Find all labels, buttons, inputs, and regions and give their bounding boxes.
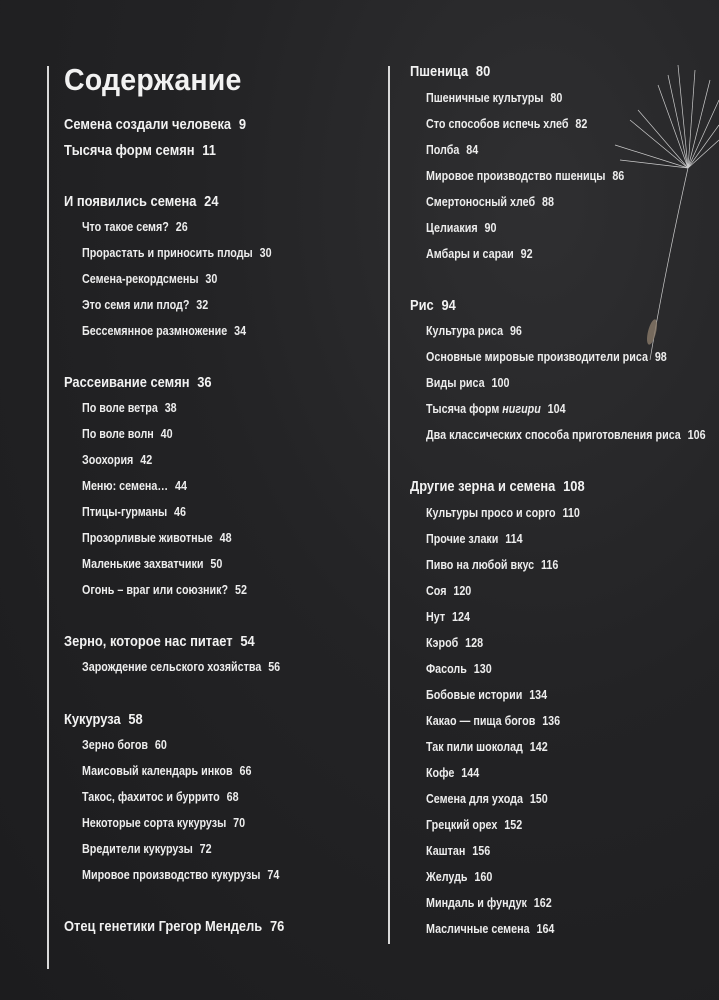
toc-subentry[interactable]: Каштан 156 (426, 844, 491, 858)
toc-subentry[interactable]: Такос, фахитос и буррито 68 (82, 790, 239, 804)
toc-subentry[interactable]: Некоторые сорта кукурузы 70 (82, 816, 246, 830)
toc-subentry[interactable]: Основные мировые производители риса 98 (426, 350, 667, 364)
toc-subentry[interactable]: Культура риса 96 (426, 324, 522, 338)
page-title: Содержание (64, 62, 242, 97)
toc-entry[interactable]: Рассеивание семян 36 (64, 374, 212, 391)
toc-subentry[interactable]: Зарождение сельского хозяйства 56 (82, 660, 281, 674)
toc-entry[interactable]: Кукуруза 58 (64, 711, 143, 728)
toc-entry[interactable]: И появились семена 24 (64, 193, 219, 210)
toc-subentry[interactable]: Семена для ухода 150 (426, 792, 548, 806)
toc-subentry[interactable]: Прозорливые животные 48 (82, 531, 232, 545)
toc-subentry[interactable]: Семена-рекордсмены 30 (82, 272, 218, 286)
toc-subentry[interactable]: Нут 124 (426, 610, 470, 624)
toc-subentry[interactable]: Бобовые истории 134 (426, 688, 548, 702)
toc-subentry[interactable]: Так пили шоколад 142 (426, 740, 548, 754)
toc-subentry[interactable]: Маисовый календарь инков 66 (82, 764, 252, 778)
center-divider (388, 66, 390, 944)
toc-subentry[interactable]: Миндаль и фундук 162 (426, 896, 552, 910)
toc-subentry[interactable]: Смертоносный хлеб 88 (426, 195, 554, 209)
toc-subentry[interactable]: Пиво на любой вкус 116 (426, 558, 559, 572)
toc-subentry[interactable]: Полба 84 (426, 143, 479, 157)
toc-subentry[interactable]: Зерно богов 60 (82, 738, 167, 752)
toc-subentry[interactable]: Меню: семена… 44 (82, 479, 187, 493)
toc-subentry[interactable]: Огонь – враг или союзник? 52 (82, 583, 247, 597)
toc-subentry[interactable]: Прочие злаки 114 (426, 532, 523, 546)
toc-subentry[interactable]: Виды риса 100 (426, 376, 510, 390)
toc-subentry[interactable]: Бессемянное размножение 34 (82, 324, 247, 338)
left-divider (47, 66, 49, 969)
toc-entry[interactable]: Тысяча форм семян 11 (64, 142, 216, 159)
toc-entry[interactable]: Пшеница 80 (410, 63, 491, 80)
toc-subentry[interactable]: Фасоль 130 (426, 662, 492, 676)
toc-entry[interactable]: Семена создали человека 9 (64, 116, 247, 133)
toc-subentry[interactable]: Прорастать и приносить плоды 30 (82, 246, 272, 260)
toc-subentry[interactable]: Зоохория 42 (82, 453, 153, 467)
toc-subentry[interactable]: По воле волн 40 (82, 427, 173, 441)
toc-subentry[interactable]: Вредители кукурузы 72 (82, 842, 212, 856)
toc-subentry[interactable]: Амбары и сараи 92 (426, 247, 533, 261)
toc-subentry[interactable]: По воле ветра 38 (82, 401, 177, 415)
toc-subentry[interactable]: Что такое семя? 26 (82, 220, 188, 234)
toc-entry[interactable]: Другие зерна и семена 108 (410, 478, 585, 495)
toc-subentry[interactable]: Кэроб 128 (426, 636, 484, 650)
toc-subentry[interactable]: Грецкий орех 152 (426, 818, 523, 832)
toc-subentry[interactable]: Мировое производство пшеницы 86 (426, 169, 625, 183)
toc-subentry[interactable]: Кофе 144 (426, 766, 480, 780)
toc-subentry[interactable]: Культуры просо и сорго 110 (426, 506, 580, 520)
toc-subentry[interactable]: Тысяча форм нигири 104 (426, 402, 566, 416)
toc-subentry[interactable]: Это семя или плод? 32 (82, 298, 209, 312)
toc-subentry[interactable]: Маленькие захватчики 50 (82, 557, 223, 571)
toc-subentry[interactable]: Соя 120 (426, 584, 472, 598)
toc-subentry[interactable]: Целиакия 90 (426, 221, 497, 235)
toc-entry[interactable]: Рис 94 (410, 297, 456, 314)
toc-subentry[interactable]: Птицы-гурманы 46 (82, 505, 187, 519)
toc-subentry[interactable]: Сто способов испечь хлеб 82 (426, 117, 588, 131)
toc-subentry[interactable]: Пшеничные культуры 80 (426, 91, 563, 105)
toc-subentry[interactable]: Какао — пища богов 136 (426, 714, 561, 728)
toc-entry[interactable]: Отец генетики Грегор Мендель 76 (64, 918, 285, 935)
toc-subentry[interactable]: Масличные семена 164 (426, 922, 555, 936)
toc-subentry[interactable]: Желудь 160 (426, 870, 493, 884)
dandelion-seed-image (560, 40, 719, 360)
toc-entry[interactable]: Зерно, которое нас питает 54 (64, 633, 255, 650)
toc-subentry[interactable]: Мировое производство кукурузы 74 (82, 868, 280, 882)
toc-subentry[interactable]: Два классических способа приготовления риса 106 (426, 428, 706, 442)
